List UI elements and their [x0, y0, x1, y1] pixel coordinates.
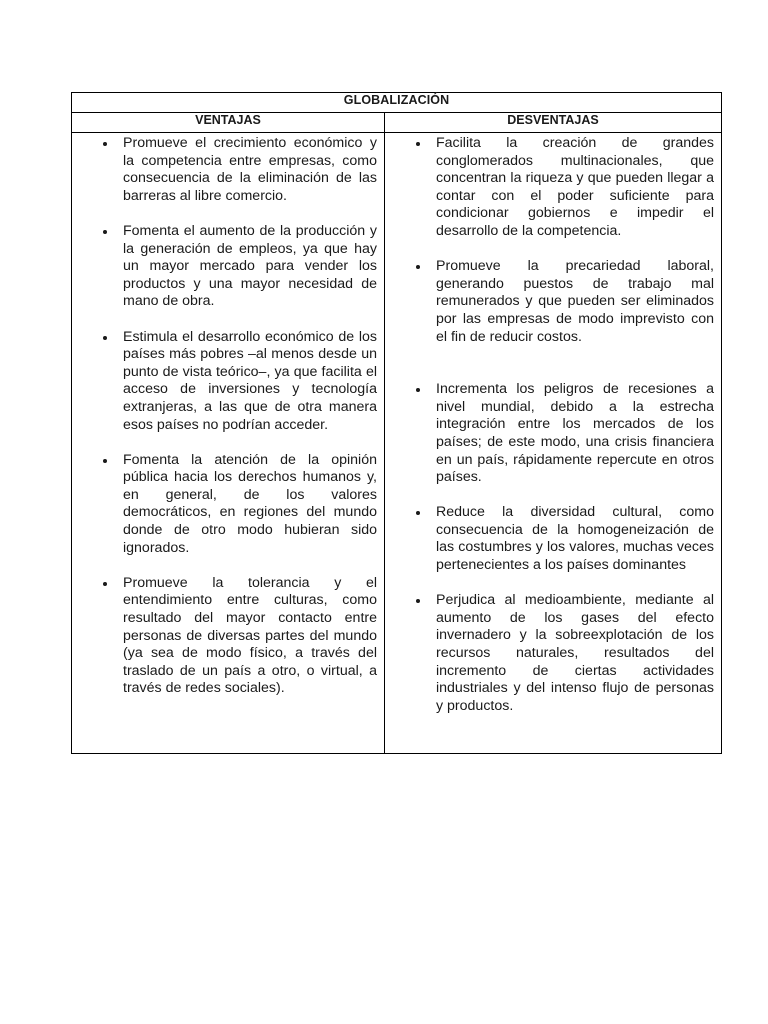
ventaja-item: Estimula el desarrollo económico de los países más pobres –al menos desde un punto de vista teórico–, ya que facilita el acceso de inversiones y tecnología extranjeras, a las que de otra manera esos países no podrían acceder.	[72, 329, 377, 435]
desventajas-column	[385, 133, 722, 754]
ventajas-header: VENTAJAS	[72, 113, 385, 133]
ventajas-list	[72, 133, 384, 698]
desventaja-item: Facilita la creación de grandes conglomerados multinacionales, que concentran la riqueza y que pueden llegar a contar con el poder suficiente para condicionar gobiernos e impedir el desarrollo de la competencia.	[385, 135, 714, 241]
ventaja-item: Fomenta el aumento de la producción y la generación de empleos, ya que hay un mayor mercado para vender los productos y una mayor necesidad de mano de obra.	[72, 223, 377, 311]
ventajas-column	[72, 133, 385, 754]
body-row	[72, 133, 722, 754]
ventaja-item: Fomenta la atención de la opinión pública hacia los derechos humanos y, en general, de los valores democráticos, en regiones del mundo donde de otro modo hubieran sido ignorados.	[72, 452, 377, 558]
ventaja-item: Promueve el crecimiento económico y la competencia entre empresas, como consecuencia de la eliminación de las barreras al libre comercio.	[72, 135, 377, 205]
desventaja-item: Reduce la diversidad cultural, como consecuencia de la homogeneización de las costumbres y los valores, muchas veces pertenecientes a los países dominantes	[385, 504, 714, 574]
table-title: GLOBALIZACIÓN	[72, 93, 722, 113]
ventaja-item: Promueve la tolerancia y el entendimiento entre culturas, como resultado del mayor contacto entre personas de diversas partes del mundo (ya sea de modo físico, a través del traslado de un país a otro, o virtual, a través de redes sociales).	[72, 575, 377, 698]
desventaja-item: Perjudica al medioambiente, mediante al aumento de los gases del efecto invernadero y la sobreexplotación de los recursos naturales, resultados del incremento de ciertas actividades industriales y del intenso flujo de personas y productos.	[385, 592, 714, 715]
header-row	[72, 113, 722, 133]
desventajas-list	[385, 133, 721, 715]
title-row	[72, 93, 722, 113]
globalizacion-table	[71, 92, 722, 754]
desventaja-item: Incrementa los peligros de recesiones a nivel mundial, debido a la estrecha integración entre los mercados de los países; de este modo, una crisis financiera en un país, rápidamente repercute en otros países.	[385, 381, 714, 487]
desventaja-item: Promueve la precariedad laboral, generando puestos de trabajo mal remunerados y que pueden ser eliminados por las empresas de modo imprevisto con el fin de reducir costos.	[385, 258, 714, 346]
desventajas-header: DESVENTAJAS	[385, 113, 722, 133]
